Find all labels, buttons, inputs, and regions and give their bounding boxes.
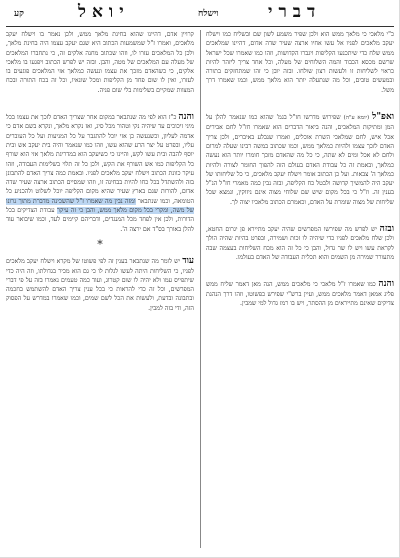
book-title-left: יואל	[78, 2, 130, 22]
paragraph-body: עבודת הצדיקים בכל הדורות, ולכן אין לפחד מכל המנגדים, ודבריהם קיימים לעד, וכמו שיבואר עוד להלן באורך בס"ד אם ירצה ה'.	[6, 207, 194, 233]
page-number: קע	[14, 9, 24, 19]
section-separator-star: *	[97, 237, 103, 251]
paragraph-lead-word: והנה	[378, 279, 394, 290]
left-paragraph-2	[6, 113, 194, 234]
paragraph-body: יש לפרש מה שפירשו המפרשים שהיה יעקב מתיירא פן יגרום החטא, ולכן שלח מלאכים לפניו כדי שיהיה לו זכות ושמירה, ובפרט בהיות שהיה הולך לקראת עשו ויש לו שר גדול, והבן כי כל זה הוא מכח השליחות בעצמה שבה מתעורר שמירה מן השמים והוא תכלית העבודה של האדם בעולמו.	[206, 226, 394, 261]
parasha-name: וישלח	[198, 9, 219, 19]
left-column	[6, 30, 194, 550]
right-column	[206, 30, 394, 550]
paragraph-body: שפירוש מדרשו חז"ל בגמ' שהוא כמו שנאמר להלן על המן ומתיקות המלאכים, והנה ביאור הדברים הוא שאמרו חז"ל לחם אבירים אכל איש, לחם שמלאכי השרת אוכלים, ואמרו שנבלע באיברים, ולכן צריך האדם לזכך עצמו ולהיות כמלאך ממש, וכמו שכתוב במשה רבינו שעלה למרום ולחם לא אכל ומים לא שתה, כי כל מה שהאדם מזכך חומרו יותר הוא נעשה כמלאך, ובאמת זה כל עבודת האדם בעולם הזה להפוך החומר לצורה ולהיות כמלאך ה' צבאות. ועל כן הכתוב אומר וישלח יעקב מלאכים, כי כל שליחותו של יעקב היה להמשיך קדושה ולבטל כח הקליפה, ובזה נבין כמה מאמרי חז"ל הנ"ל בענין זה. וז"ל כי בכל מקום שיש שם שלוחי מצוה אינם ניזוקין, ונמצא שכל שליחות של מצוה שומרת על האדם, וכאמרם הכתוב מלאכיו יצוה לך.	[206, 114, 394, 206]
paragraph-gap	[6, 99, 194, 113]
column-divider	[200, 30, 201, 548]
paragraph-gap	[206, 211, 394, 225]
paragraph-body: כ"ז הוא לפי מה שנתבאר במקום אחר שצריך האדם לזכך את עצמו בכל מיני זיכוכים עד שיהיה נקי וטהור מכל סיג, ואז נקרא מלאך, ונקרא בשם אדם כי אדמה לעליון, וכשנעשה כן אזי יוכל להתגבר על כל המניעות ועל כל העוברים עליו, ובפרט על יצר הרע שהוא עשו, וזהו כמו שנאמר והיה בית יעקב אש ובית יוסף להבה ובית עשו לקש, והיינו כי כשיעקב הוא במדריגת מלאך אזי הוא שורף כל הקליפות כמו אש השורף את הקש, ולכן כל זה תלוי בשלימות העבודה, וזהו עיקר כוונת הכתוב וישלח יעקב מלאכים לפניו. ובאמת כמה צריך האדם להתבונן בזה ולהשתדל בכל כחו להיות בבחינה זו, וזהו שמסיים הכתוב ארצה שעיר שדה אדום, להורות שגם בארץ שעיר שהיא מקום הקליפה יוכל לשלוט ולהכניע כל הטומאה, וכמו שנתבאר	[6, 114, 194, 205]
page-header	[0, 2, 400, 26]
left-paragraph-1: קרויין אדם, דהיינו שהוא בחינת מלאך ממש, ולכן נאמר בו וישלח יעקב מלאכים, ואמרו ז"ל שמשמעות הכתוב היא שגם יעקב עצמו היה בחינת מלאך, ולכן כל המלאכים עזרו לו, וזהו שכתוב מחנה אלקים זה, כי נתחברו המלאכים של מעלה עם המלאכים של מטה, והבן. ובזה יש לפרש הכתוב ויפגעו בו מלאכי אלקים, כי כשהאדם מזכך את עצמו ונעשה כמלאך אזי המלאכים פוגעים בו לעזרו, ואין לו שום פחד מן הקליפות ומכל שונאיו, וכל זה בכח התורה ובכח המצוות שמקיים בשלימות בלי שום פניה.	[6, 31, 194, 94]
header-rule	[6, 26, 394, 27]
paragraph-lead-word: והנה	[178, 112, 194, 123]
paragraph-lead-word: ובזה	[379, 224, 394, 235]
right-paragraph-2	[206, 113, 394, 207]
right-paragraph-3	[206, 225, 394, 262]
paragraph-lead-word: ואפ"ל	[372, 112, 394, 123]
paragraph-gap	[206, 99, 394, 113]
paragraph-gap	[206, 266, 394, 280]
citation: (יומא ע"ה)	[343, 115, 370, 122]
left-paragraph-3	[6, 257, 194, 313]
right-paragraph-4	[206, 280, 394, 308]
right-paragraph-1: כ"י מלאכי כי מלאך ממש הוא ולכן שפיר משמע לשון שם ובשליח כמו וישלח יעקב מלאכים לפניו אל עשו אחיו ארצה שעיר שדה אדום, דהיינו שמלאכים ממש שלח כדי שיתכנעו הקליפות ויגברו הקדושות, וזהו כמו שאמרו שכל ישראל שרשם מכסא הכבוד והמה השלוחים של מעלה, וכל אחד צריך ליזהר להיות כראוי לשליחות זו ולעשות רצון שולחו. ובזה יובן כי זהו שמתחזקים בתורה ובמעשים טובים, וכל מה שנתעלה יותר הוא מלאך ממש, וכמו שאמרו דרך משל.	[206, 31, 394, 94]
book-title-right: דברי	[268, 2, 322, 22]
paragraph-body: יש לומר מה שנתבאר בענין זה לפי פשוטו של מקרא וישלח יעקב מלאכים לפניו, כי השליחות היתה לעשו לגלות לו כי גם הוא מכיר בגדולתו, וזה היה כדי שיתפייס עמו ולא יהיה לו שום קטרוג, ועוד כמה טעמים נאמרו בזה על פי דברי המפרשים, וכל זה כדי להראות כי בכל ענין צריך האדם להשתמש בחכמה ובתבונה ובדעת, ולעשות את הכל לשם שמים, וכמו שאמרו במדרש על הפסוק הזה, ודי בזה למבין.	[6, 258, 194, 312]
highlighted-selection[interactable]: ומזה נבין מה שאמרו ז"ל שהשכינה מדברת מתוך גרונו של משה, ומקרי בכל מקום מלאך ממש, והבן כי זה עיקר	[6, 197, 194, 215]
paragraph-body: כמו שאמרו ז"ל מלאכי כי מלאכים ממש, הנה מאן דאמר שליח ממש פליג אמאן דאמר מלאכים ממש, ועיין ברש"י שפירש כפשוטו, וזהו דרך הנהגת צדיקים שאינם מתייראים מן ההסתר, ויש בו רמז גדול למי שמבין.	[206, 281, 394, 307]
paragraph-lead-word: עוד	[182, 256, 194, 267]
